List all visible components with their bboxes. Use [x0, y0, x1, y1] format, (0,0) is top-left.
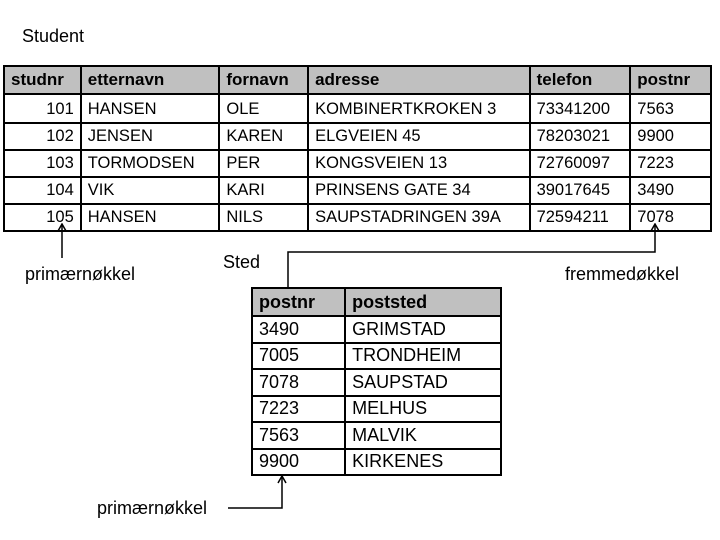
table-cell: GRIMSTAD	[345, 316, 501, 343]
table-cell: 7078	[252, 369, 345, 396]
table-cell: 101	[4, 94, 81, 123]
table-cell: SAUPSTAD	[345, 369, 501, 396]
table-cell: OLE	[219, 94, 308, 123]
table-cell: VIK	[81, 177, 220, 204]
table-cell: 102	[4, 123, 81, 150]
sted-primary-key-label: primærnøkkel	[97, 498, 208, 518]
table-cell: 9900	[252, 449, 345, 476]
table-cell: 78203021	[530, 123, 631, 150]
table-cell: 7563	[630, 94, 711, 123]
table-cell: 39017645	[530, 177, 631, 204]
table-cell: JENSEN	[81, 123, 220, 150]
table-cell: 7078	[630, 204, 711, 231]
table-cell: 72760097	[530, 150, 631, 177]
table-cell: 7223	[252, 396, 345, 423]
table-cell: MALVIK	[345, 422, 501, 449]
table-cell: 3490	[252, 316, 345, 343]
student-table-caption: Student	[22, 26, 85, 46]
table-cell: NILS	[219, 204, 308, 231]
table-cell: KIRKENES	[345, 449, 501, 476]
table-cell: ELGVEIEN 45	[308, 123, 530, 150]
sted-table-caption: Sted	[223, 252, 261, 272]
sted-col-header: postnr	[252, 288, 345, 316]
table-cell: KOMBINERTKROKEN 3	[308, 94, 530, 123]
table-cell: 104	[4, 177, 81, 204]
student-col-header: adresse	[308, 66, 530, 94]
student-col-header: fornavn	[219, 66, 308, 94]
student-col-header: telefon	[530, 66, 631, 94]
table-cell: 7563	[252, 422, 345, 449]
table-cell: 72594211	[530, 204, 631, 231]
table-cell: HANSEN	[81, 204, 220, 231]
student-col-header: postnr	[630, 66, 711, 94]
table-cell: KONGSVEIEN 13	[308, 150, 530, 177]
table-cell: 103	[4, 150, 81, 177]
student-col-header: etternavn	[81, 66, 220, 94]
sted-col-header: poststed	[345, 288, 501, 316]
table-cell: 9900	[630, 123, 711, 150]
table-cell: 105	[4, 204, 81, 231]
table-cell: SAUPSTADRINGEN 39A	[308, 204, 530, 231]
table-cell: 3490	[630, 177, 711, 204]
foreign-key-label: fremmedøkkel	[565, 264, 680, 284]
table-cell: KARI	[219, 177, 308, 204]
table-cell: PER	[219, 150, 308, 177]
table-cell: PRINSENS GATE 34	[308, 177, 530, 204]
student-col-header: studnr	[4, 66, 81, 94]
student-primary-key-label: primærnøkkel	[25, 264, 136, 284]
table-cell: TORMODSEN	[81, 150, 220, 177]
table-cell: HANSEN	[81, 94, 220, 123]
table-cell: 7005	[252, 343, 345, 370]
table-cell: TRONDHEIM	[345, 343, 501, 370]
table-cell: 7223	[630, 150, 711, 177]
table-cell: MELHUS	[345, 396, 501, 423]
sted-pk-arrow	[228, 476, 282, 508]
table-cell: KAREN	[219, 123, 308, 150]
table-cell: 73341200	[530, 94, 631, 123]
